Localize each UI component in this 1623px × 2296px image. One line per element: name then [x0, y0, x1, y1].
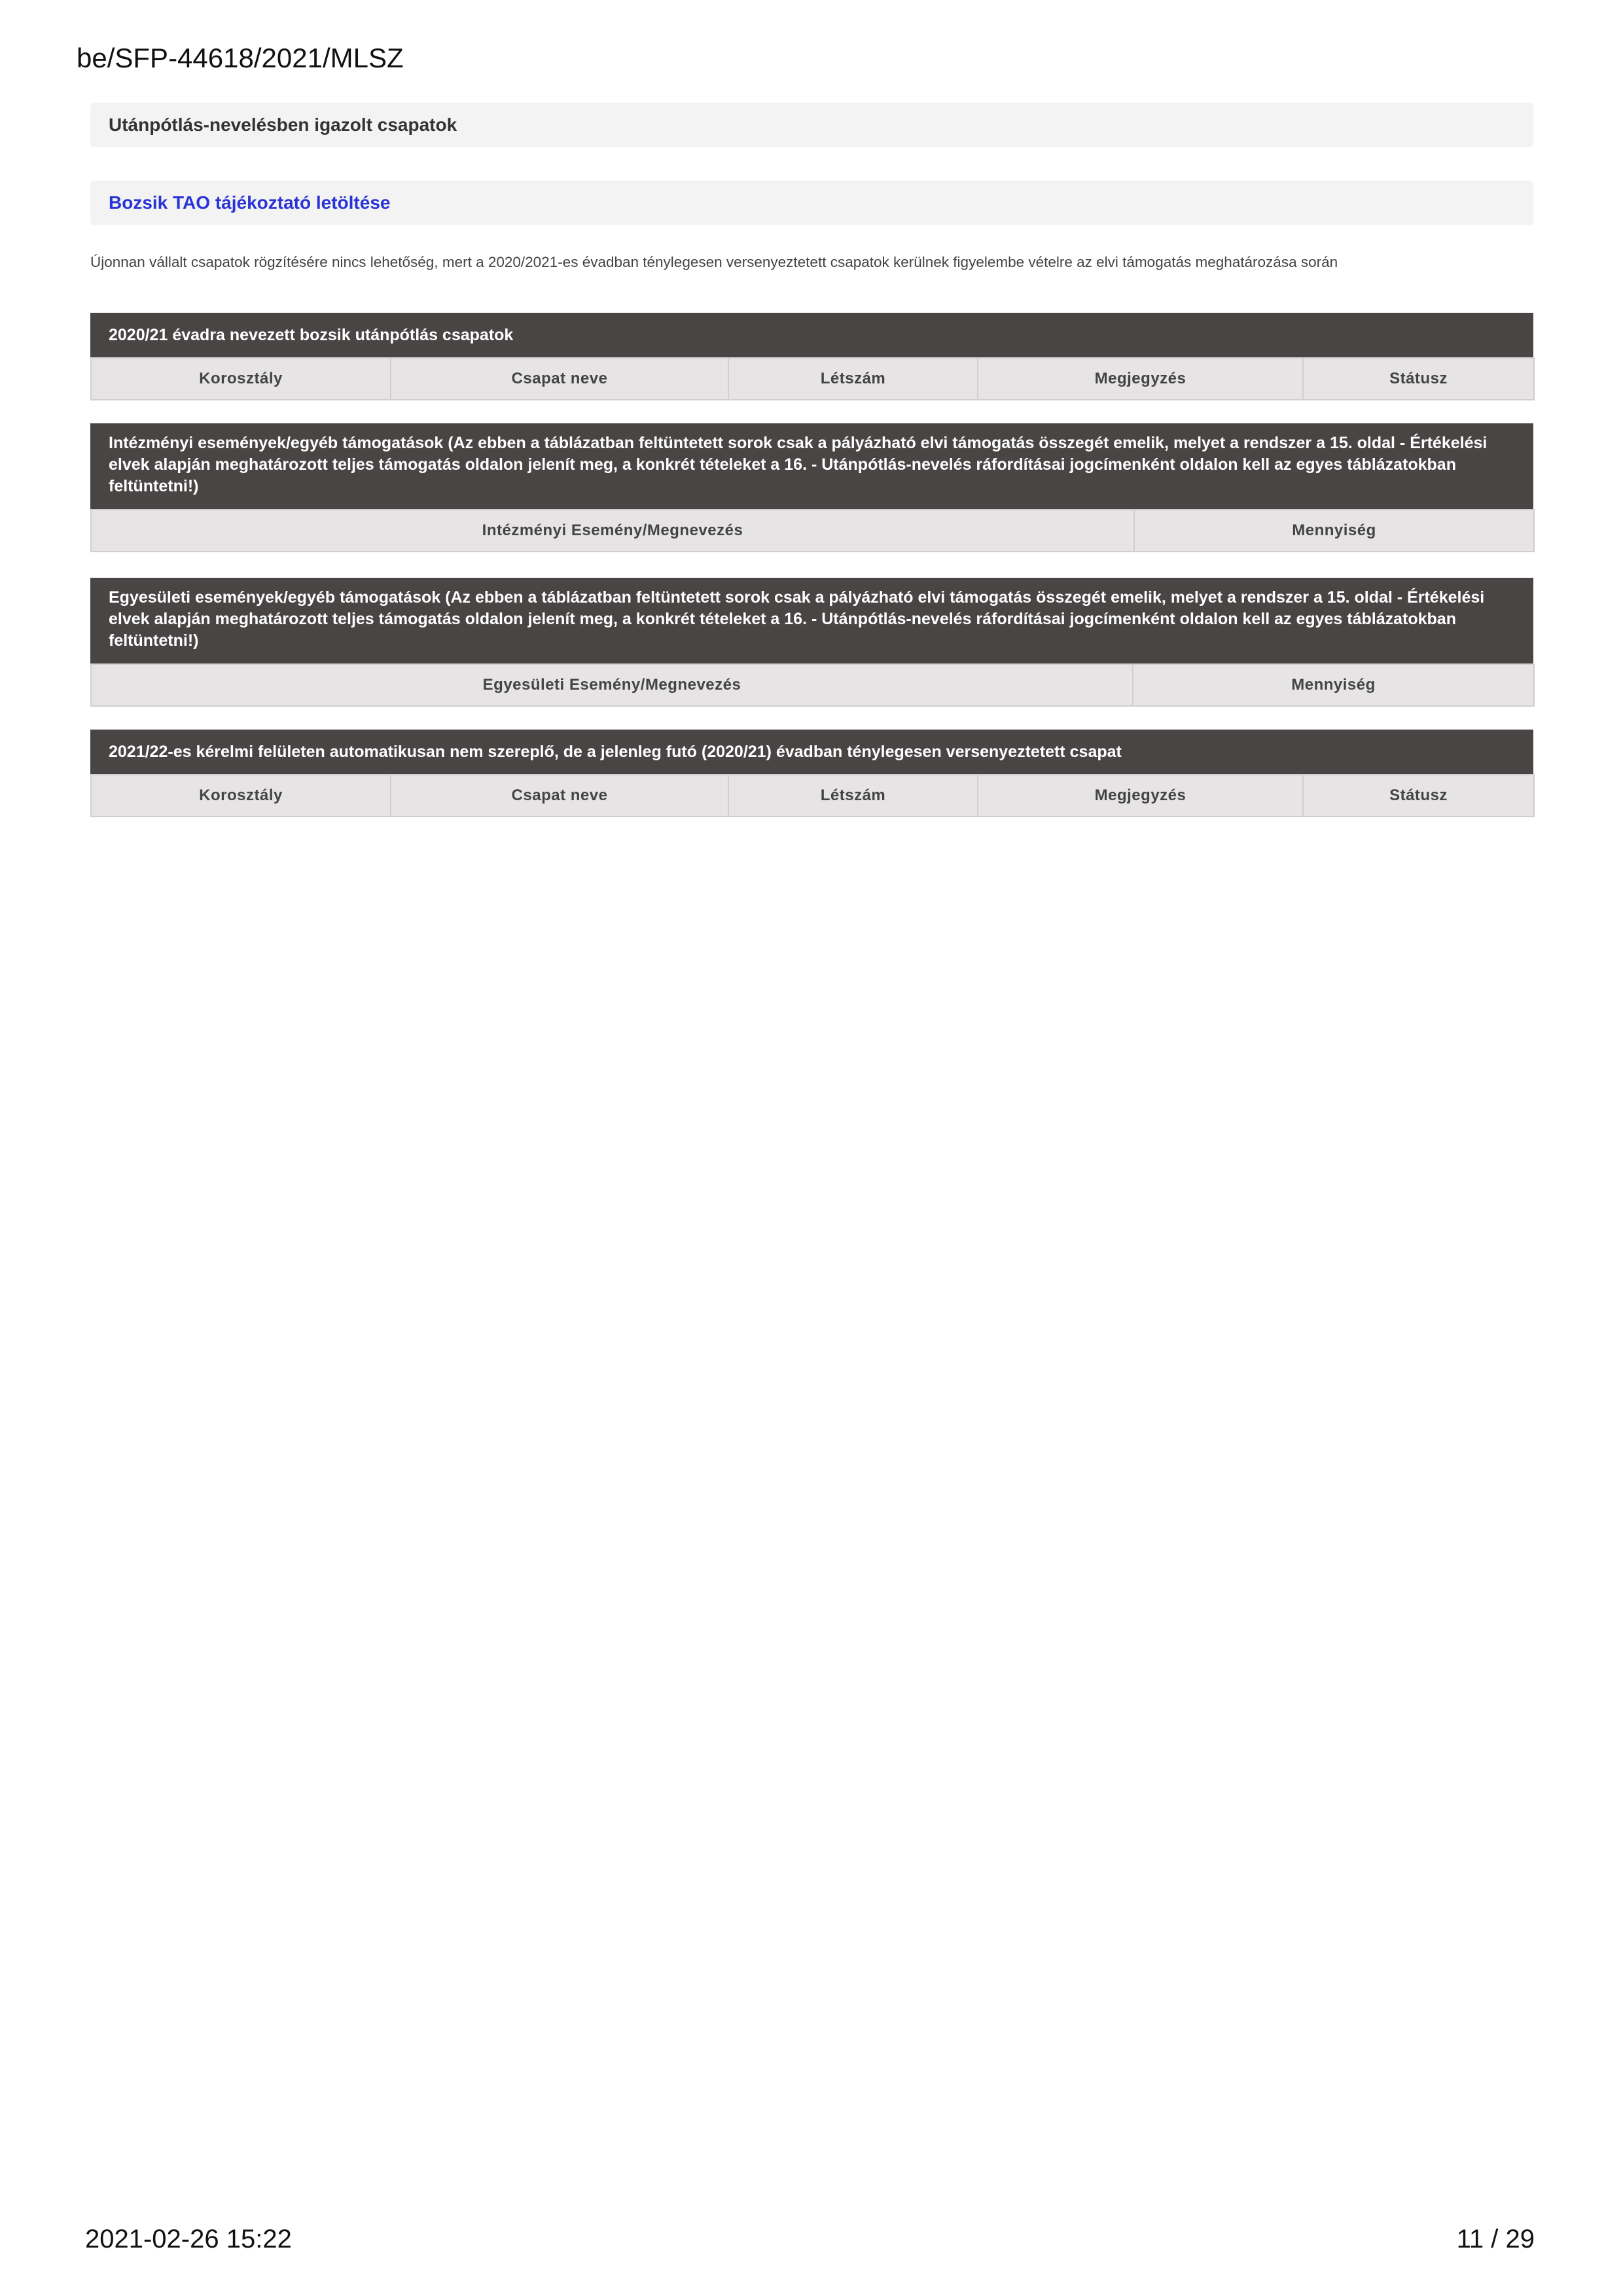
institutional-events-grid	[90, 509, 1535, 552]
column-header-headcount[interactable]: Létszám	[728, 358, 978, 400]
registered-teams-table	[90, 313, 1533, 400]
institutional-events-table-title: Intézményi események/egyéb támogatások (Az ebben a táblázatban feltüntetett sorok csak a pályázható elvi támogatás összegét emelik, melyet a rendszer a 15. oldal - Értékelési elvek alapján meghatározott teljes támogatás oldalon jelenít meg, a konkrét tételeket a 16. - Utánpótlás-nevelés ráfordításai jogcímenként oldalon kell az egyes táblázatokban feltüntetni!)	[90, 423, 1533, 509]
registered-teams-grid	[90, 357, 1535, 400]
column-header-age-group[interactable]: Korosztály	[91, 775, 391, 817]
column-header-team-name[interactable]: Csapat neve	[391, 358, 728, 400]
column-header-institutional-event-name[interactable]: Intézményi Esemény/Megnevezés	[91, 510, 1134, 552]
not-listed-teams-table-title: 2021/22-es kérelmi felületen automatikusan nem szereplő, de a jelenleg futó (2020/21) évadban ténylegesen versenyeztetett csapat	[90, 730, 1533, 774]
column-header-status[interactable]: Státusz	[1303, 358, 1534, 400]
column-header-age-group[interactable]: Korosztály	[91, 358, 391, 400]
column-header-quantity[interactable]: Mennyiség	[1134, 510, 1534, 552]
column-header-club-event-name[interactable]: Egyesületi Esemény/Megnevezés	[91, 664, 1133, 706]
club-events-table	[90, 578, 1533, 707]
verified-teams-section-title: Utánpótlás-nevelésben igazolt csapatok	[90, 103, 1533, 147]
not-listed-teams-grid	[90, 774, 1535, 817]
column-header-team-name[interactable]: Csapat neve	[391, 775, 728, 817]
column-header-quantity[interactable]: Mennyiség	[1133, 664, 1534, 706]
institutional-events-table	[90, 423, 1533, 552]
column-header-note[interactable]: Megjegyzés	[978, 358, 1303, 400]
registered-teams-table-title: 2020/21 évadra nevezett bozsik utánpótlás csapatok	[90, 313, 1533, 357]
column-header-note[interactable]: Megjegyzés	[978, 775, 1303, 817]
bozsik-tao-download-link[interactable]: Bozsik TAO tájékoztató letöltése	[90, 181, 1533, 225]
document-id: be/SFP-44618/2021/MLSZ	[77, 43, 404, 73]
column-header-status[interactable]: Státusz	[1303, 775, 1534, 817]
footer-page-number: 11 / 29	[1456, 2225, 1535, 2253]
club-events-table-title: Egyesületi események/egyéb támogatások (Az ebben a táblázatban feltüntetett sorok csak a pályázható elvi támogatás összegét emelik, melyet a rendszer a 15. oldal - Értékelési elvek alapján meghatározott teljes támogatás oldalon jelenít meg, a konkrét tételeket a 16. - Utánpótlás-nevelés ráfordításai jogcímenként oldalon kell az egyes táblázatokban feltüntetni!)	[90, 578, 1533, 663]
not-listed-teams-table	[90, 730, 1533, 817]
footer-timestamp: 2021-02-26 15:22	[85, 2225, 292, 2253]
new-teams-notice: Újonnan vállalt csapatok rögzítésére nincs lehetőség, mert a 2020/2021-es évadban ténylegesen versenyeztetett csapatok kerülnek figyelembe vételre az elvi támogatás meghatározása során	[90, 254, 1338, 270]
column-header-headcount[interactable]: Létszám	[728, 775, 978, 817]
club-events-grid	[90, 663, 1535, 707]
